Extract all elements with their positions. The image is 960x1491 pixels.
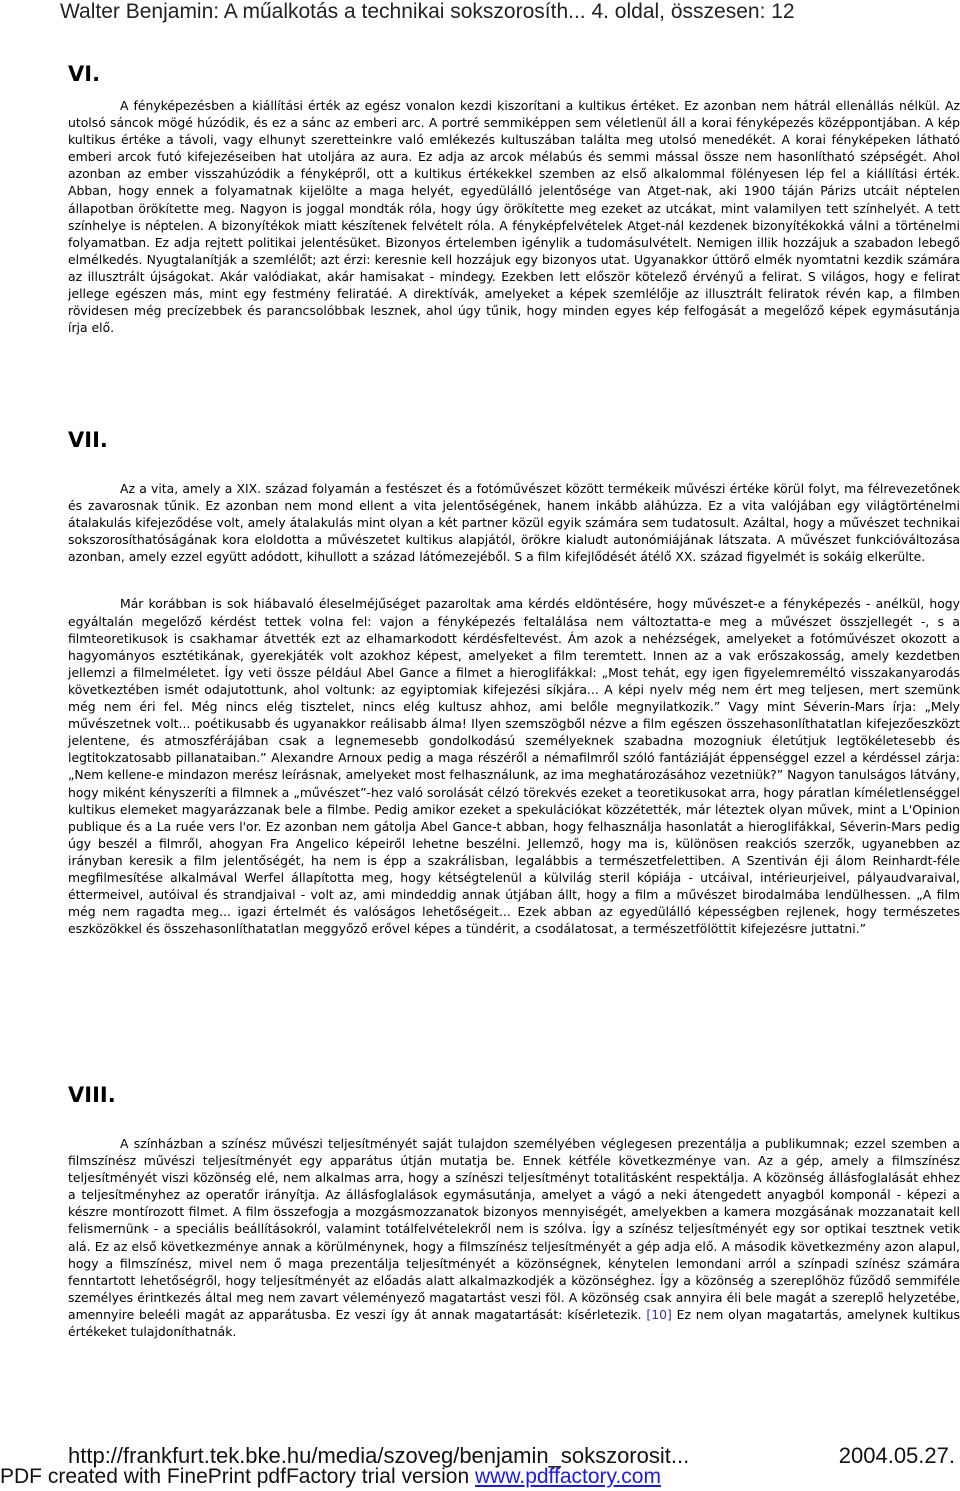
pdf-footer-text: PDF created with FinePrint pdfFactory trial version [0, 1465, 476, 1488]
paragraph [68, 1135, 960, 1340]
footnote-ref-link[interactable]: [10] [646, 1306, 672, 1322]
page-header: Walter Benjamin: A műalkotás a technikai sokszorosíth... 4. oldal, összesen: 12 [60, 0, 795, 23]
section-vii-body [68, 480, 960, 937]
paragraph-text: A színházban a színész művészi teljesítményét saját tulajdon személyében véglegesen prezentálja a publikumnak; ezzel szemben a filmszínész művészi teljesítményét egy apparátus útján mutatja be. Ennek kétféle következménye van. Az a gép, amely a filmszínész teljesítményét viszi közönség elé, nem alkalmas arra, hogy a színészi teljesítményt totalitásként respektálja. A közönség állásfoglalását ehhez a teljesítményhez az operatőr irányítja. Az állásfoglalások egymásutánja, amelyet a vágó a neki átengedett anyagból komponál - képezi a készre montírozott filmet. A film összefogja a mozgásmozzanatok bizonyos mennyiségét, amelyekben a kamera mozgásának mozzanatait kell felismernünk - a speciális beállításokról, valamint totálfelvételekről nem is szólva. Így a színész teljesítményét egy sor optikai tesztnek vetik alá. Ez az első következménye annak a körülménynek, hogy a filmszínész teljesítményét a gép adja elő. A második következmény azon alapul, hogy a filmszínész, mivel nem ő maga prezentálja teljesítményét a közönségnek, kénytelen lemondani arról a színpadi színész számára fenntartott lehetőségről, hogy teljesítményét az előadás alatt alkalmazkodjék a közönséghez. Így a közönség a szereplőhöz fűződő semmiféle személyes érintkezés által meg nem zavart véleményező magatartást veszi föl. A közönség csak annyira éli bele magát a szereplő helyzetébe, amennyire beleéli magát az apparátusba. Ez veszi így át annak magatartását: kísérletezik. [68, 1136, 960, 1322]
pdf-footer [0, 1465, 661, 1489]
section-heading-viii: VIII. [68, 1083, 116, 1107]
paragraph: Már korábban is sok hiábavaló éleselméjűséget pazaroltak ama kérdés eldöntésére, hogy művészet-e a fényképezés - anélkül, hogy egyáltalán megelőző kérdést tettek volna fel: vajon a fényképezés feltalálása nem változtatta-e meg a művészet összjellegét -, s a filmteoretikusok is csakhamar átvették ezt az elhamarkodott kérdésfeltevést. Ám azok a nehézségek, amelyeket a fotóművészet okozott a hagyományos esztétikának, gyerekjáték volt azokhoz képest, amelyeket a film teremtett. Innen az a vak erőszakosság, amely kezdetben jellemzi a filmelméletet. Így veti össze például Abel Gance a filmet a hieroglifákkal: „Most tehát, egy igen figyelemreméltó visszakanyarodás következtében ismét odajutottunk, ahol voltunk: az egyiptomiak kifejezési síkjára... A képi nyelv még nem ért meg teljesen, mert szemünk még nem éri fel. Még nincs elég tisztelet, nincs elég kultusz ahhoz, ami belőle megnyilatkozik.” Vagy mint Séverin-Mars írja: „Mely művészetnek volt... poétikusabb és ugyanakkor reálisabb álma! Ilyen szemszögből nézve a film egészen összehasonlíthatatlan kifejezőeszközt jelentene, és atmoszférájában csak a legnemesebb gondolkodású személyeknek szabadna mozogniuk életútjuk legtökéletesebb és legtitokzatosabb pillanataiban.” Alexandre Arnoux pedig a maga részéről a némafilmről szóló fantáziáját éppenséggel ezzel a kérdéssel zárja: „Nem kellene-e mindazon merész leírásnak, amelyeket most felhasználunk, az ima meghatározásához vezetniük?” Nagyon tanulságos látvány, hogy miként kényszeríti a filmnek a „művészet”-hez való sorolását célzó törekvés ezeket a teoretikusokat arra, hogy páratlan kíméletlenséggel kultikus elemeket magyarázzanak bele a filmbe. Pedig amikor ezeket a spekulációkat közzétették, már léteztek olyan művek, mint a L'Opinion publique és a La ruée vers l'or. Ez azonban nem gátolja Abel Gance-t abban, hogy felhasználja hasonlatát a hieroglifákkal, Séverin-Mars pedig úgy beszél a filmről, ahogyan Fra Angelico képeiről lehetne beszélni. Jellemző, hogy ma is, különösen reakciós szerzők, ugyanebben az irányban keresik a film jelentőségét, ha nem is épp a szakrálisban, legalábbis a természetfelettiben. A Szentiván éji álom Reinhardt-féle megfilmesítése alkalmával Werfel állapította meg, hogy kétségtelenül a külvilág steril kópiája - utcáival, intérieurjeivel, pályaudvaraival, éttermeivel, autóival és strandjaival - volt az, ami mindeddig annak útjában állt, hogy a film a művészet birodalmába lendülhessen. „A film még nem ragadta meg... igazi értelmét és valóságos lehetőségeit... Ezek abban az egyedülálló képességben rejlenek, hogy természetes eszközökkel és összehasonlíthatatlan meggyőző erővel képes a tündérit, a csodálatosat, a természetfölöttit kifejezésre juttatni.” [68, 596, 960, 937]
section-viii-body [68, 1135, 960, 1340]
source-url: http://frankfurt.tek.bke.hu/media/szoveg/benjamin_sokszorosit... [68, 1443, 690, 1468]
paragraph-text-end: Ez nem olyan magatartás, amelynek kultikus értékeket tulajdoníthatnák. [68, 1306, 960, 1340]
pdffactory-link[interactable]: www.pdffactory.com [475, 1465, 661, 1488]
print-date: 2004.05.27. [838, 1443, 955, 1468]
section-vi-body [68, 97, 960, 336]
section-heading-vii: VII. [68, 428, 108, 452]
paragraph: A fényképezésben a kiállítási érték az egész vonalon kezdi kiszorítani a kultikus értéket. Ez azonban nem hátrál ellenállás nélkül. Az utolsó sáncok mögé húzódik, és ez a sánc az emberi arc. A portré semmiképpen sem véletlenül áll a korai fényképezés középpontjában. A kép kultikus értéke a távoli, vagy elhunyt szeretteinkre való emlékezés kultuszában találta meg utolsó menedékét. A korai fényképeken látható emberi arcok futó kifejezéseiben hat utoljára az aura. Ez adja az arcok mélabús és semmi mással össze nem hasonlítható szépségét. Ahol azonban az ember visszahúzódik a fényképről, ott a kultikus értékekkel szemben az első alkalommal fölényesen lép fel a kiállítási érték. Abban, hogy ennek a folyamatnak kijelölte a maga helyét, egyedülálló jelentősége van Atget-nak, aki 1900 táján Párizs utcáit néptelen állapotban örökítette meg. Nagyon is joggal mondták róla, hogy úgy örökítette meg ezeket az utcákat, mint valamilyen tett színhelyét. A tett színhelye is néptelen. A bizonyítékok miatt készítenek felvételt róla. A fényképfelvételek Atget-nál kezdenek bizonyítékokká válni a történelmi folyamatban. Ez adja rejtett politikai jelentésüket. Bizonyos értelemben igénylik a tudomásulvételt. Nemigen illik hozzájuk a szabadon lebegő elmélkedés. Nyugtalanítják a szemlélőt; azt érzi: keresnie kell hozzájuk egy bizonyos utat. Ugyanakkor úttörő elmék nyomtatni kezdik számára az illusztrált újságokat. Akár valódiakat, akár hamisakat - mindegy. Ezekben lett először kötelező érvényű a felirat. S világos, hogy e felirat jellege egészen más, mint egy festmény feliratáé. A direktívák, amelyeket a képek szemlélője az illusztrált feliratok révén kap, a filmben rövidesen még precízebbek és parancsolóbbak lesznek, ahol úgy tűnik, hogy minden egyes kép felfogását a megelőző képek egymásutánja írja elő. [68, 98, 960, 336]
paragraph: Az a vita, amely a XIX. század folyamán a festészet és a fotóművészet között termékeik művészi értéke körül folyt, ma félrevezetőnek és zavarosnak tűnik. Ez azonban nem mond ellent a vita jelentőségének, hanem inkább aláhúzza. Ez a vita valójában egy világtörténelmi átalakulás kifejeződése volt, amely átalakulás mint olyan a két partner közül egyik számára sem tudatosult. Azáltal, hogy a művészet technikai sokszorosíthatóságának kora eloldotta a művészetet kultikus alapjától, örökre kialudt autonómiájának látszata. A művészet funkcióváltozása azonban, amely ezzel együtt adódott, kihullott a század látómezejéből. S a film kifejlődését átélő XX. század figyelmét is sokáig elkerülte. [68, 481, 960, 565]
section-heading-vi: VI. [68, 62, 101, 86]
